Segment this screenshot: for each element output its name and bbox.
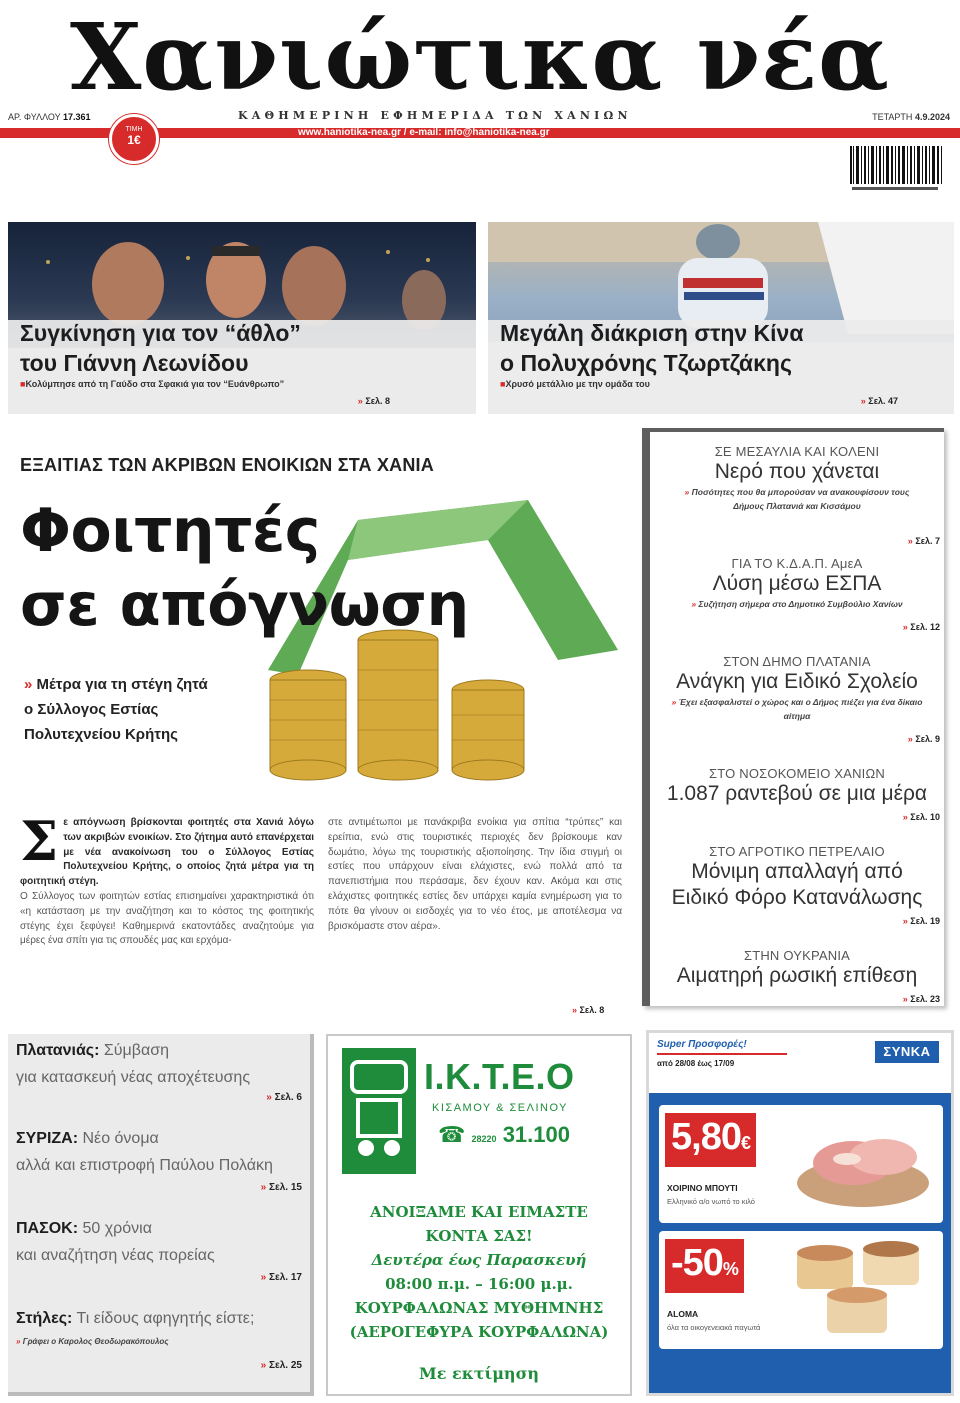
phone-icon: ☎	[438, 1122, 466, 1147]
super-title: Super Προσφορές!	[657, 1039, 747, 1050]
top-story-cycling[interactable]	[488, 222, 954, 414]
side-news-item[interactable]	[650, 948, 944, 1004]
issue-label: ΑΡ. ΦΥΛΛΟΥ	[8, 112, 61, 122]
arrow-icon: »	[902, 994, 908, 1004]
brief-label: Πλατανιάς:	[16, 1042, 100, 1059]
arrow-icon: »	[902, 622, 908, 632]
arrow-icon: »	[907, 536, 913, 546]
brief-text: Νέο όνομα	[82, 1130, 159, 1147]
offer-name: ALOMA	[667, 1309, 699, 1319]
side-title: Ειδικό Φόρο Κατανάλωσης	[671, 886, 923, 909]
kteo-brand: Ι.Κ.Τ.Ε.Ο	[424, 1056, 575, 1097]
article-paragraph: Ο Σύλλογος των φοιτητών εστίας επισημαίνει χαρακτηριστικά ότι «η κατάσταση με την αναζήτηση και το κόστος της φοιτητικής στέγης έχει ξεφύγει! Καθημερινά εκατοντάδες αναζητούμε για μέρες ένα σπίτι για τις σπουδές μας και ερχόμα-	[20, 890, 314, 947]
web-address[interactable]: www.haniotika-nea.gr / e-mail: info@haniotika-nea.gr	[298, 127, 550, 138]
story-subheading: ■ Χρυσό μετάλλιο με την ομάδα του	[500, 379, 650, 389]
brief-text: και αναζήτηση νέας πορείας	[16, 1247, 215, 1264]
kteo-line: ΑΝΟΙΞΑΜΕ ΚΑΙ ΕΙΜΑΣΤΕ	[370, 1203, 588, 1221]
side-kicker: ΓΙΑ ΤΟ Κ.Δ.Α.Π. ΑμεΑ	[731, 556, 863, 571]
kteo-ad[interactable]	[326, 1034, 632, 1396]
deck-line: Πολυτεχνείου Κρήτης	[24, 726, 178, 743]
day: ΤΕΤΑΡΤΗ	[872, 112, 913, 122]
phone-number: 31.100	[502, 1122, 570, 1147]
price-value: 1€	[127, 133, 141, 147]
briefs-box	[8, 1034, 314, 1396]
kteo-phone[interactable]	[438, 1122, 570, 1148]
side-title: 1.087 ραντεβού σε μια μέρα	[666, 782, 928, 805]
page-reference-label: Σελ. 23	[910, 994, 940, 1004]
side-kicker: ΣΤΟΝ ΔΗΜΟ ΠΛΑΤΑΝΙΑ	[723, 654, 871, 669]
arrow-icon: »	[902, 812, 908, 822]
offer-card[interactable]	[659, 1231, 943, 1349]
brief-text: 50 χρόνια	[82, 1220, 152, 1237]
drop-cap: Σ	[20, 809, 59, 873]
page-reference[interactable]	[266, 1092, 302, 1103]
page-reference[interactable]	[908, 536, 940, 546]
brief-label: Στήλες:	[16, 1310, 73, 1327]
page-reference-label: Σελ. 8	[365, 396, 390, 406]
page-reference[interactable]	[358, 396, 390, 406]
brief-text: Τι είδους αφηγητής είστε;	[76, 1310, 255, 1327]
super-logo: ΣΥΝΚΑ	[875, 1041, 939, 1063]
brief-item[interactable]: Στήλες: Τι είδους αφηγητής είστε; » Γράφει ο Καρολος Θεοδωρακόπουλος » Σελ. 25	[16, 1310, 302, 1371]
brief-item[interactable]	[16, 1038, 306, 1103]
side-sub: » Ποσότητες που θα μπορούσαν να ανακουφίσουν τους Δήμους Πλατανιά και Κισσάμου	[684, 487, 910, 511]
story-headline-line: του Γιάννη Λεωνίδου	[20, 350, 249, 376]
side-kicker: ΣΕ ΜΕΣΑΥΛΙΑ ΚΑΙ ΚΟΛΕΝΙ	[714, 444, 880, 459]
top-story-swim[interactable]	[8, 222, 476, 414]
page-reference-label: Σελ. 17	[269, 1272, 302, 1283]
arrow-icon: »	[902, 916, 908, 926]
side-sub-text: Ποσότητες που θα μπορούσαν να ανακουφίσουν τους Δήμους Πλατανιά και Κισσάμου	[691, 487, 910, 511]
story-subheading: ■ Κολύμπησε από τη Γαύδο στα Σφακιά για τον “Ευάνθρωπο”	[20, 379, 284, 389]
story-headline-line: ο Πολυχρόνης Τζωρτζάκης	[500, 350, 792, 376]
arrow-icon: »	[860, 396, 866, 406]
brief-byline: Γράφει ο Καρολος Θεοδωρακόπουλος	[22, 1337, 169, 1346]
offer-desc: όλα τα οικογενειακά παγωτά	[667, 1323, 761, 1332]
deck-marker: »	[24, 676, 33, 693]
offer-price	[665, 1239, 744, 1293]
article-paragraph: στε αντιμέτωποι με πανάκριβα ενοίκια για σπίτια “τρύπες” και ερείπια, ενώ στις τουριστικές περιοχές δεν βρίσκουμε καν δωμάτιο, λόγω της τουριστικής αξιοποίησης. Την ίδια στιγμή οι εστίες που υπάρχουν είναι ελάχιστες, ενώ πολλά από τα πανεπιστήμια που περάσαμε, δεν έχουν καν. Ακόμα και στις ελάχιστες φοιτητικές εστίες δεν υπάρχει καμία ενημέρωση για το πότε θα γίνουν οι εισδοχές για το νέο έτος, με αποτέλεσμα να βρισκόμαστε στον αέρα».	[328, 817, 622, 932]
article-paragraph: ε απόγνωση βρίσκονται φοιτητές στα Χανιά λόγω των ακριβών ενοικίων. Στο ζήτημα αυτό επανέρχεται με νέα ανακοίνωση του ο Σύλλογος Εστίας Πολυτεχνείου Κρήτης, ο οποίος ζητά μέτρα για τη φοιτητική στέγη.	[20, 817, 314, 888]
arrow-icon: »	[572, 1005, 578, 1015]
brief-item[interactable]	[16, 1126, 306, 1193]
super-dates: από 28/08 έως 17/09	[657, 1059, 735, 1068]
page-reference[interactable]	[903, 916, 940, 926]
ice-cream-tubs-icon	[783, 1239, 933, 1339]
page-reference-label: Σελ. 6	[274, 1092, 302, 1103]
brief-label: ΣΥΡΙΖΑ:	[16, 1130, 79, 1147]
side-news-column	[642, 428, 944, 1006]
arrow-icon: »	[260, 1272, 267, 1283]
deck-line: ο Σύλλογος Εστίας	[24, 701, 159, 718]
page-reference-label: Σελ. 8	[579, 1005, 605, 1015]
page-reference-label: Σελ. 15	[269, 1182, 302, 1193]
kteo-text	[328, 1200, 630, 1344]
lead-deck	[24, 672, 208, 747]
car-inspection-logo-icon	[342, 1048, 416, 1174]
page-reference[interactable]	[903, 812, 940, 822]
brief-item[interactable]	[16, 1216, 306, 1283]
masthead-subtitle: ΚΑΘΗΜΕΡΙΝΗ ΕΦΗΜΕΡΙΔΑ ΤΩΝ ΧΑΝΙΩΝ	[238, 109, 632, 122]
lead-headline	[20, 494, 469, 642]
swimmers-photo	[8, 222, 476, 332]
side-news-item[interactable]	[650, 654, 944, 744]
page-reference[interactable]	[261, 1272, 302, 1283]
price-label: ΤΙΜΗ	[125, 126, 143, 133]
offer-price-value: 5,80	[671, 1116, 741, 1158]
side-sub-text: Έχει εξασφαλιστεί ο χώρος και ο Δήμος πιέζει για ένα δίκαιο αίτημα	[678, 697, 923, 721]
page-reference[interactable]	[261, 1360, 302, 1371]
page-reference[interactable]	[261, 1182, 302, 1193]
side-news-item[interactable]	[650, 844, 944, 926]
price-badge	[109, 114, 159, 164]
phone-prefix: 28220	[471, 1134, 497, 1144]
side-title: Μόνιμη απαλλαγή από	[691, 860, 903, 883]
page-reference[interactable]	[572, 1005, 604, 1015]
deck-line: Μέτρα για τη στέγη ζητά	[36, 676, 208, 693]
kteo-line: ΚΟΝΤΑ ΣΑΣ!	[425, 1227, 533, 1245]
offer-desc: Ελληνικό α/ο νωπό το κιλό	[667, 1197, 755, 1206]
kteo-thanks: Με εκτίμηση	[418, 1364, 539, 1383]
page-reference-label: Σελ. 47	[868, 396, 898, 406]
offer-price	[665, 1113, 756, 1167]
kteo-line: 08:00 π.μ. – 16:00 μ.μ.	[385, 1275, 573, 1293]
story-headline	[20, 318, 301, 378]
masthead-title: Χανιώτικα νέα	[70, 3, 890, 111]
brief-text: Σύμβαση	[103, 1042, 169, 1059]
page-reference-label: Σελ. 19	[910, 916, 940, 926]
story-headline-line: Μεγάλη διάκριση στην Κίνα	[500, 320, 804, 346]
page-reference-label: Σελ. 7	[915, 536, 940, 546]
offer-currency: %	[722, 1259, 738, 1279]
lead-kicker: ΕΞΑΙΤΙΑΣ ΤΩΝ ΑΚΡΙΒΩΝ ΕΝΟΙΚΙΩΝ ΣΤΑ ΧΑΝΙΑ	[20, 455, 434, 475]
page-reference-label: Σελ. 25	[269, 1360, 302, 1371]
side-sub: » Συζήτηση σήμερα στο Δημοτικό Συμβούλιο Χανίων	[691, 599, 903, 609]
page-reference-label: Σελ. 9	[915, 734, 940, 744]
offer-name: ΧΟΙΡΙΝΟ ΜΠΟΥΤΙ	[667, 1183, 738, 1193]
side-sub-text: Συζήτηση σήμερα στο Δημοτικό Συμβούλιο Χανίων	[698, 599, 903, 609]
arrow-icon: »	[260, 1360, 267, 1371]
pork-meat-icon	[783, 1113, 933, 1213]
lead-headline-line: σε απόγνωση	[20, 570, 469, 640]
kteo-line: ΚΟΥΡΦΑΛΩΝΑΣ ΜΥΘΗΜΝΗΣ	[354, 1299, 604, 1317]
dateline	[872, 112, 950, 122]
page-reference[interactable]	[903, 994, 940, 1004]
issue-value: 17.361	[62, 112, 91, 122]
arrow-icon: »	[907, 734, 913, 744]
barcode-icon	[848, 146, 944, 192]
kteo-line: Δευτέρα έως Παρασκευή	[371, 1251, 587, 1269]
page-reference-label: Σελ. 10	[910, 812, 940, 822]
page-reference-label: Σελ. 12	[910, 622, 940, 632]
lead-headline-line: Φοιτητές	[20, 496, 320, 566]
story-headline	[500, 318, 804, 378]
side-kicker: ΣΤΟ ΑΓΡΟΤΙΚΟ ΠΕΤΡΕΛΑΙΟ	[709, 844, 885, 859]
issue-number	[8, 112, 91, 122]
arrow-icon: »	[357, 396, 363, 406]
article-column-1	[20, 809, 314, 949]
kteo-line: (ΑΕΡΟΓΕΦΥΡΑ ΚΟΥΡΦΑΛΩΝΑ)	[349, 1323, 609, 1341]
offer-currency: €	[740, 1133, 750, 1153]
side-sub: » Έχει εξασφαλιστεί ο χώρος και ο Δήμος πιέζει για ένα δίκαιο αίτημα	[671, 697, 923, 721]
side-news-item[interactable]	[650, 766, 944, 822]
page-reference[interactable]	[908, 734, 940, 744]
brief-text: για κατασκευή νέας αποχέτευσης	[16, 1069, 251, 1086]
brief-label: ΠΑΣΟΚ:	[16, 1220, 79, 1237]
side-title: Νερό που χάνεται	[714, 460, 880, 483]
side-title: Ανάγκη για Ειδικό Σχολείο	[676, 670, 918, 693]
article-column-2	[328, 816, 622, 934]
side-news-item[interactable]	[650, 556, 944, 632]
side-title: Αιματηρή ρωσική επίθεση	[676, 964, 918, 987]
story-headline-line: Συγκίνηση για τον “άθλο”	[20, 320, 301, 346]
arrow-icon: »	[260, 1182, 267, 1193]
supermarket-ad[interactable]	[646, 1030, 954, 1396]
arrow-icon: »	[266, 1092, 272, 1103]
side-news-item[interactable]	[650, 444, 944, 546]
side-kicker: ΣΤΟ ΝΟΣΟΚΟΜΕΙΟ ΧΑΝΙΩΝ	[709, 766, 885, 781]
offer-price-value: -50	[671, 1242, 723, 1284]
page-reference[interactable]	[861, 396, 898, 406]
offer-card[interactable]	[659, 1105, 943, 1223]
kteo-subtitle: ΚΙΣΑΜΟΥ & ΣΕΛΙΝΟΥ	[432, 1102, 569, 1114]
brief-text: αλλά και επιστροφή Παύλου Πολάκη	[16, 1157, 273, 1174]
side-kicker: ΣΤΗΝ ΟΥΚΡΑΝΙΑ	[743, 948, 851, 963]
date: 4.9.2024	[914, 112, 950, 122]
page-reference[interactable]	[903, 622, 940, 632]
super-rule	[657, 1053, 787, 1055]
side-title: Λύση μέσω ΕΣΠΑ	[712, 572, 882, 595]
